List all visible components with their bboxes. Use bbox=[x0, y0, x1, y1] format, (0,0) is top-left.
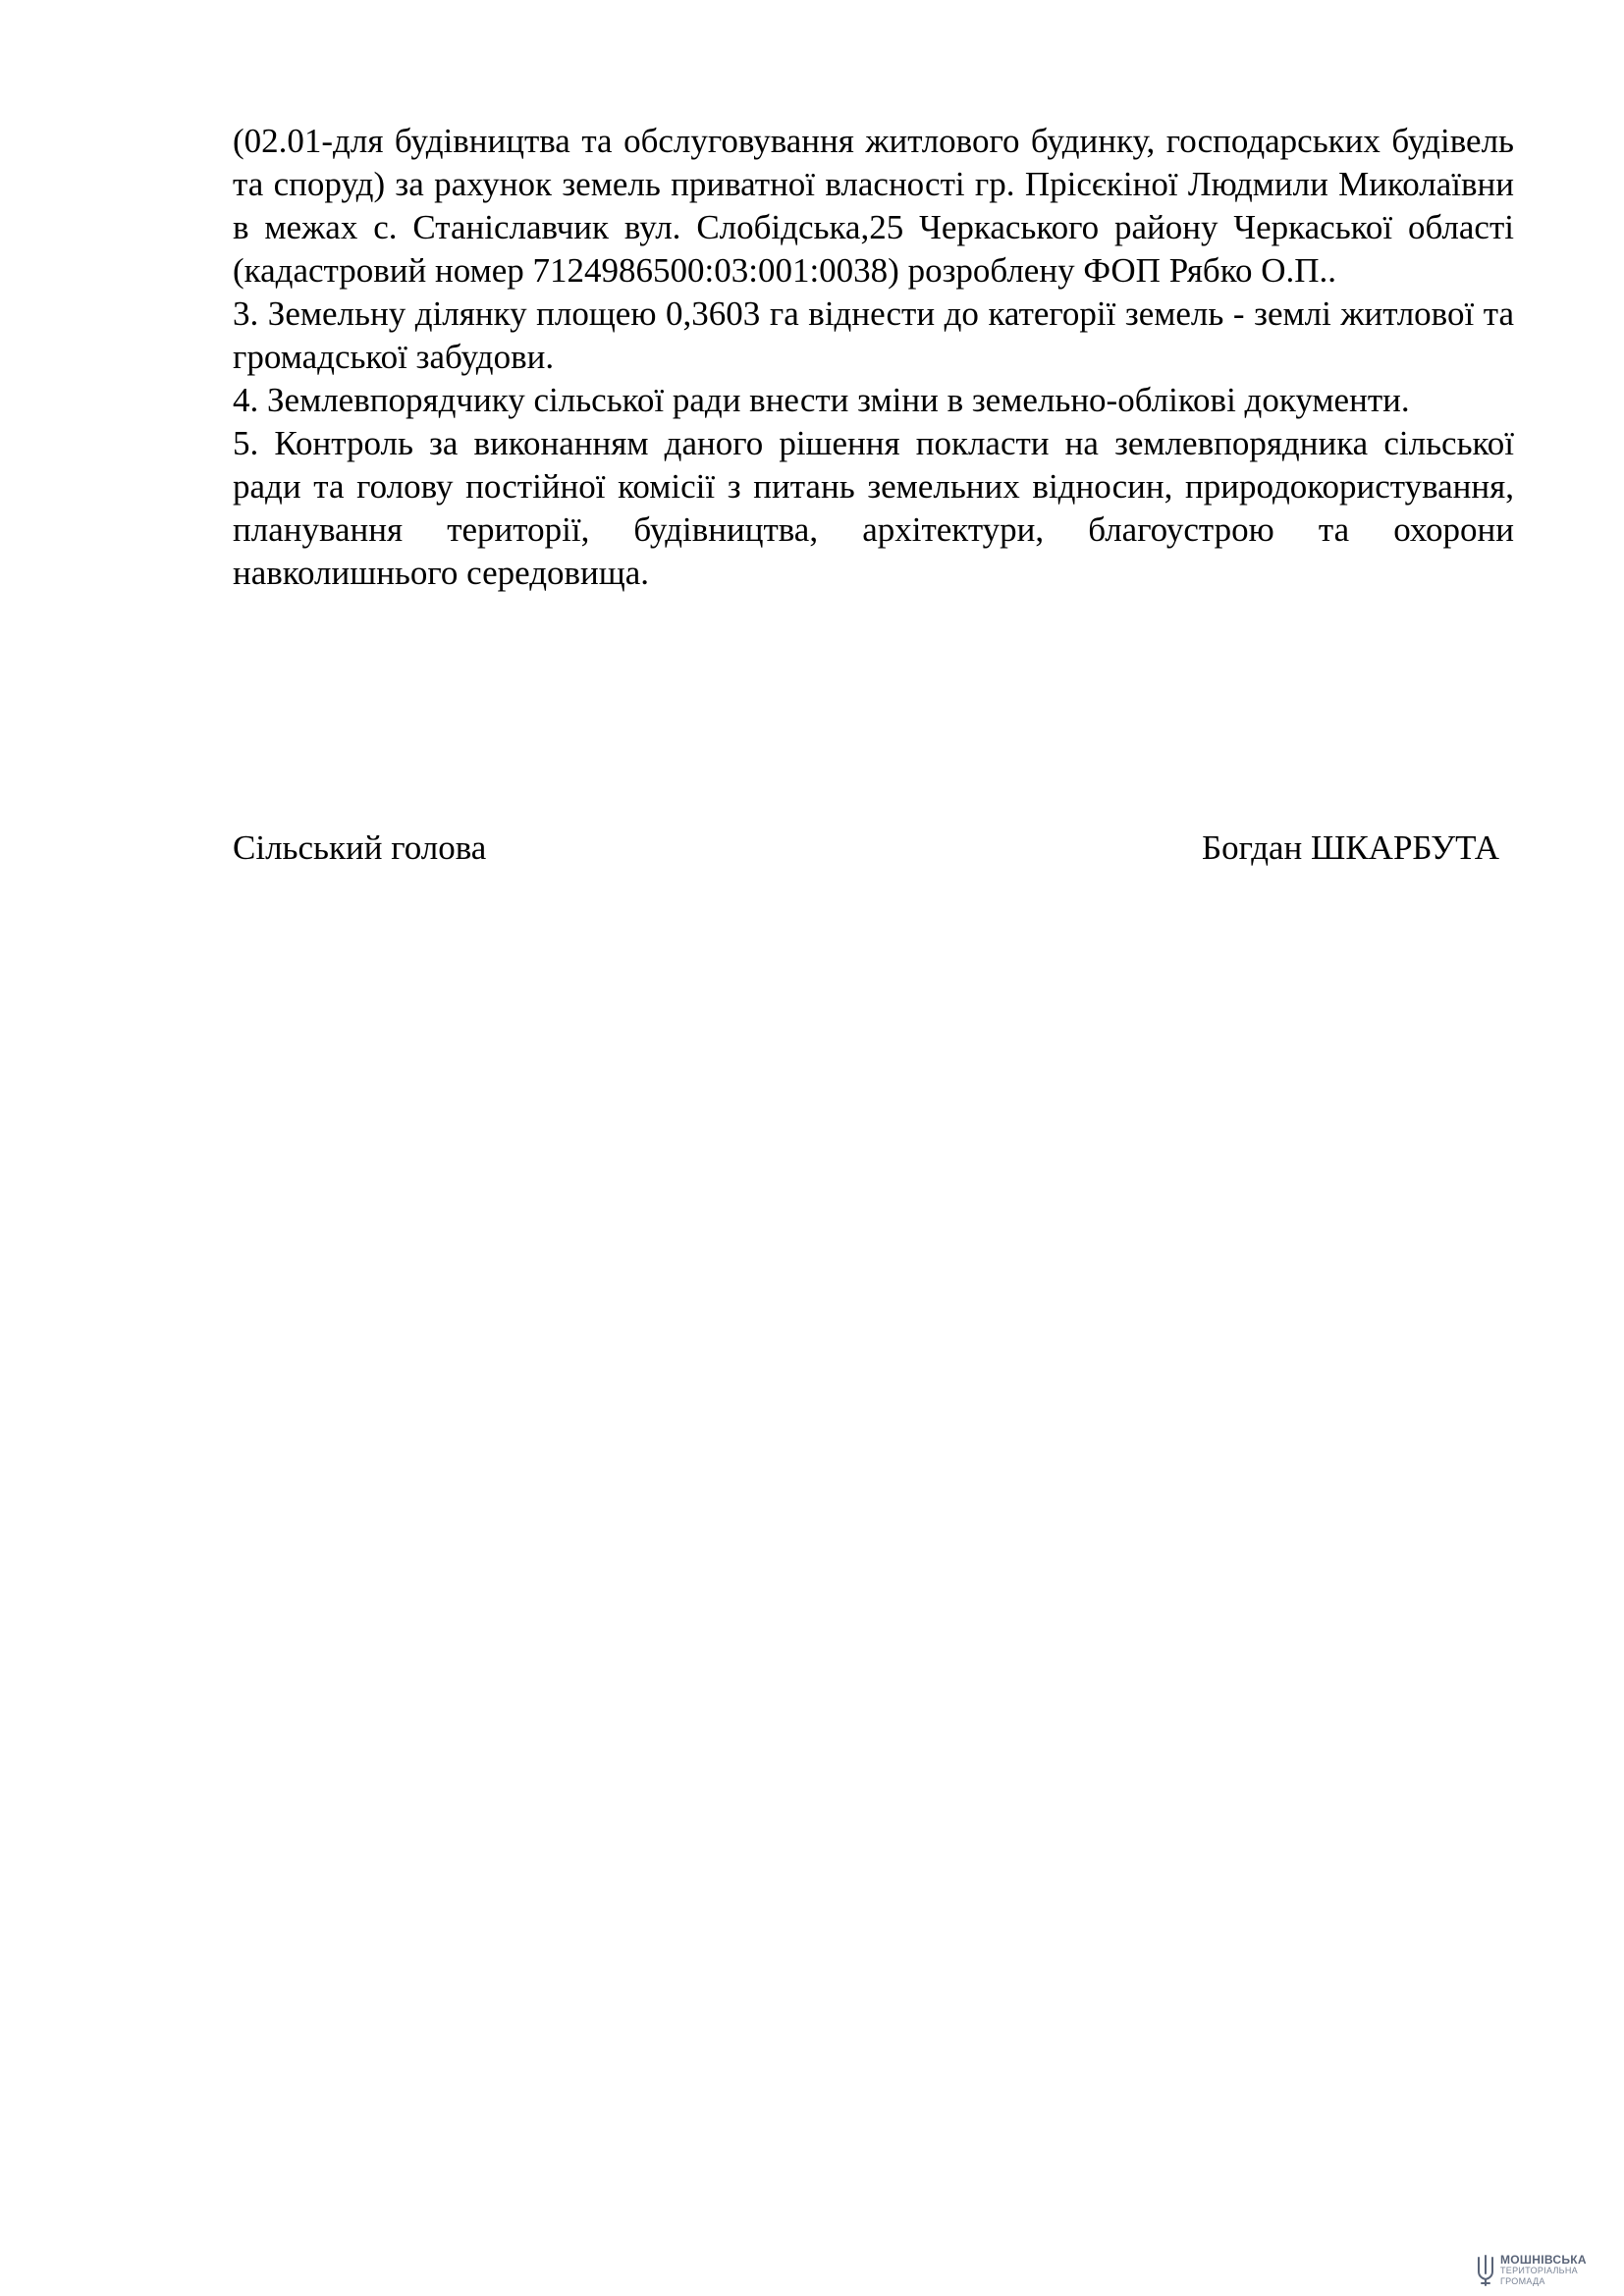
trident-icon bbox=[1475, 2254, 1496, 2287]
logo-subtitle: ТЕРИТОРІАЛЬНА bbox=[1500, 2265, 1578, 2275]
paragraph-item-4: 4. Землевпорядчику сільської ради внести зміни в земельно-облікові документи. bbox=[233, 381, 1410, 419]
document-body bbox=[233, 120, 1514, 595]
logo-subtitle-2: ГРОМАДА bbox=[1500, 2275, 1545, 2286]
signature-block bbox=[233, 827, 1499, 876]
signature-name: Богдан ШКАРБУТА bbox=[1202, 828, 1499, 867]
community-logo bbox=[1475, 2251, 1587, 2290]
signature-position: Сільський голова bbox=[233, 828, 487, 867]
logo-text bbox=[1500, 2252, 1587, 2287]
paragraph-item-5: 5. Контроль за виконанням даного рішення покласти на землевпорядника сільської ради та голову постійної комісії з питань земельних відносин, природокористування, планування території, будівництва, архітектури, благоустрою та охорони навколишнього середовища. bbox=[233, 424, 1514, 592]
logo-title: МОШНІВСЬКА bbox=[1500, 2252, 1587, 2267]
paragraph-item-3: 3. Земельну ділянку площею 0,3603 га віднести до категорії земель - землі житлової та громадської забудови. bbox=[233, 294, 1514, 376]
paragraph-continuation: (02.01-для будівництва та обслуговування житлового будинку, господарських будівель та споруд) за рахунок земель приватної власності гр. Прісєкіної Людмили Миколаївни в межах с. Станіславчик вул. Слобідська,25 Черкаського району Черкаської області (кадастровий номер 7124986500:03:001:0038) розроблену ФОП Рябко О.П.. bbox=[233, 122, 1514, 290]
